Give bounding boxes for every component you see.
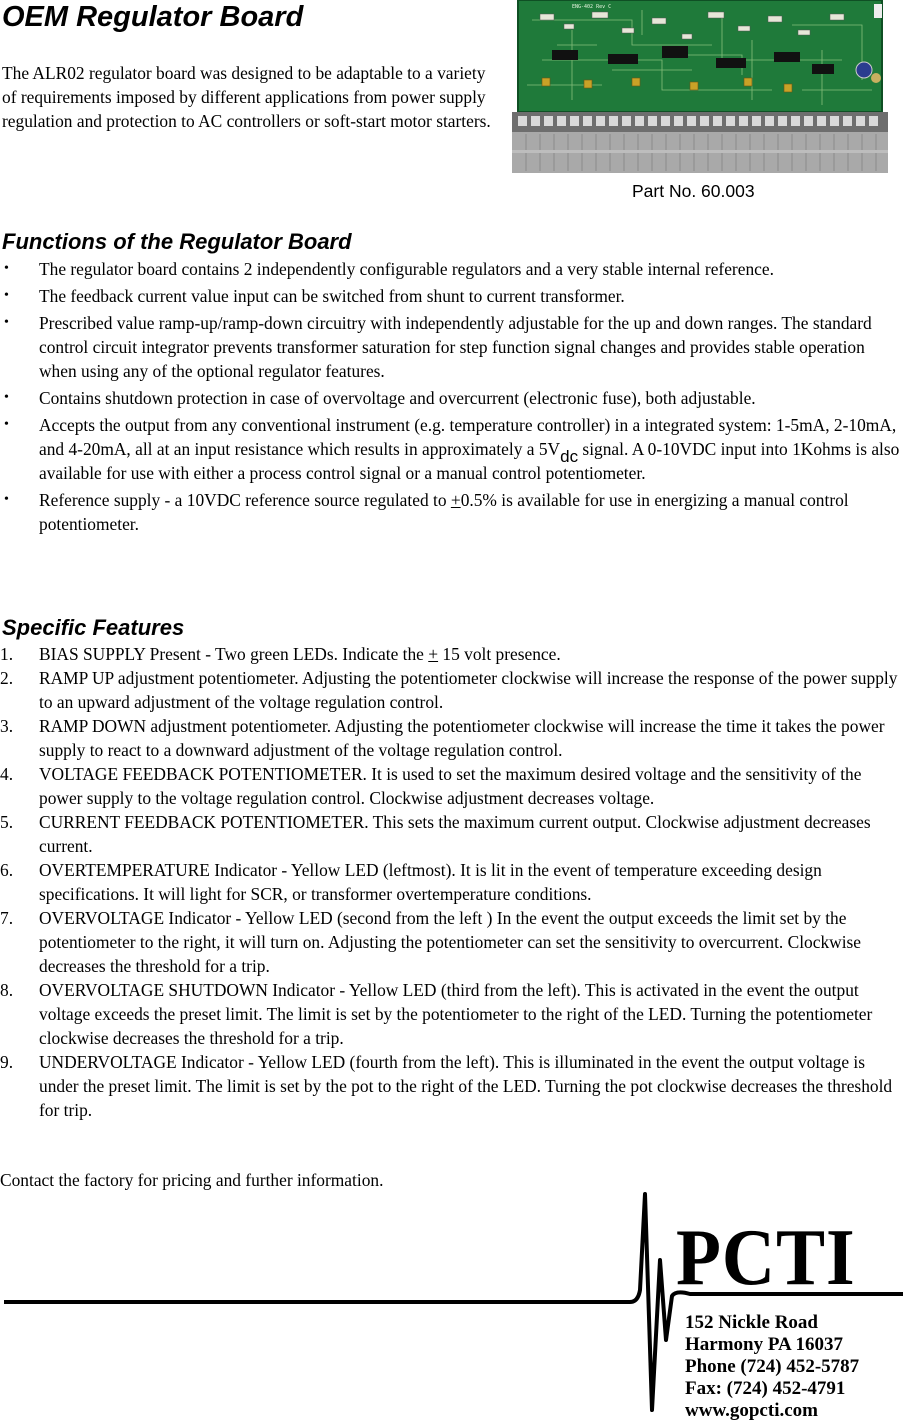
pcti-logo: PCTI [676, 1214, 856, 1302]
board-silkscreen-label: ENG-402 Rev C [572, 4, 612, 10]
feature-number: 5. [0, 812, 14, 832]
bullet-icon: • [4, 315, 9, 330]
list-item-text: signal. A 0-10VDC input into 1Kohms is also available for use with either a process control signal or a manual control potentiometer. [39, 439, 900, 483]
list-item [0, 257, 903, 281]
plus-minus-symbol: + [428, 644, 439, 664]
feature-text: OVERTEMPERATURE Indicator - Yellow LED (leftmost). It is lit in the event of temperature exceeding design specifications. It will light for SCR, or transformer overtemperature conditions. [39, 860, 822, 904]
regulator-board-photo [512, 0, 888, 173]
list-item [0, 488, 903, 536]
list-item [0, 386, 903, 410]
feature-item [0, 906, 903, 978]
subscript-dc: dc [560, 447, 579, 466]
feature-text: UNDERVOLTAGE Indicator - Yellow LED (fourth from the left). This is illuminated in the event the output voltage is under the preset limit. The limit is set by the pot to the right of the LED. Turning the pot clockwise decreases the threshold for trip. [39, 1052, 893, 1120]
intro-paragraph: The ALR02 regulator board was designed to be adaptable to a variety of requirements imposed by different applications from power supply regulation and protection to AC controllers or soft-start motor starters. [2, 63, 491, 131]
feature-text: VOLTAGE FEEDBACK POTENTIOMETER. It is used to set the maximum desired voltage and the sensitivity of the power supply to the voltage regulation control. Clockwise adjustment decreases voltage. [39, 764, 862, 808]
feature-item [0, 666, 903, 714]
feature-number: 4. [0, 764, 14, 784]
feature-number: 8. [0, 980, 14, 1000]
list-item-text: Reference supply - a 10VDC reference source regulated to [39, 490, 451, 510]
features-heading: Specific Features [2, 615, 185, 640]
list-item-text: Accepts the output from any conventional instrument (e.g. temperature controller) in a integrated system: 1-5mA, 2-10mA, and 4-20mA, all at an input resistance which results in approximately a 5V [39, 415, 897, 459]
list-item [0, 311, 903, 383]
feature-number: 2. [0, 668, 14, 688]
feature-text: RAMP UP adjustment potentiometer. Adjusting the potentiometer clockwise will increase the response of the power supply to an upward adjustment of the voltage regulation control. [39, 668, 898, 712]
bullet-icon: • [4, 261, 9, 276]
feature-text: RAMP DOWN adjustment potentiometer. Adjusting the potentiometer clockwise will increase the time it takes the power supply to react to a downward adjustment of the voltage regulation control. [39, 716, 885, 760]
feature-text: CURRENT FEEDBACK POTENTIOMETER. This sets the maximum current output. Clockwise adjustment decreases current. [39, 812, 871, 856]
feature-text: OVERVOLTAGE SHUTDOWN Indicator - Yellow LED (third from the left). This is activated in the event the output voltage exceeds the preset limit. The limit is set by the potentiometer to the right of the LED. Turning the potentiometer clockwise decreases the threshold for a trip. [39, 980, 873, 1048]
feature-item [0, 978, 903, 1050]
feature-number: 7. [0, 908, 14, 928]
feature-item [0, 762, 903, 810]
website-link[interactable]: www.gopcti.com [685, 1400, 818, 1421]
list-item-text: The feedback current value input can be switched from shunt to current transformer. [39, 286, 625, 306]
bullet-icon: • [4, 288, 9, 303]
functions-heading: Functions of the Regulator Board [2, 229, 352, 254]
feature-item [0, 1050, 903, 1122]
list-item [0, 413, 903, 485]
feature-text: OVERVOLTAGE Indicator - Yellow LED (second from the left ) In the event the output exceeds the limit set by the potentiometer to the right, it will turn on. Adjusting the potentiometer can set the sensitivity to overcurrent. Clockwise decreases the threshold for a trip. [39, 908, 862, 976]
list-item-text: Contains shutdown protection in case of overvoltage and overcurrent (electronic fuse), both adjustable. [39, 388, 756, 408]
list-item-text: Prescribed value ramp-up/ramp-down circuitry with independently adjustable for the up and down ranges. The standard control circuit integrator prevents transformer saturation for step function signal changes and provides stable operation when using any of the optional regulator features. [39, 313, 872, 381]
bullet-icon: • [4, 390, 9, 405]
feature-item [0, 714, 903, 762]
address-line: 152 Nickle Road [685, 1312, 818, 1333]
feature-item [0, 642, 903, 666]
functions-list [0, 257, 903, 539]
bullet-icon: • [4, 492, 9, 507]
bullet-icon: • [4, 417, 9, 432]
feature-text: BIAS SUPPLY Present - Two green LEDs. Indicate the [39, 644, 429, 664]
plus-minus-symbol: + [450, 490, 461, 510]
feature-item [0, 810, 903, 858]
list-item-text: The regulator board contains 2 independently configurable regulators and a very stable internal reference. [39, 259, 774, 279]
feature-number: 9. [0, 1052, 14, 1072]
feature-number: 1. [0, 644, 14, 664]
list-item [0, 284, 903, 308]
phone-line: Phone (724) 452-5787 [685, 1356, 860, 1377]
features-list [0, 642, 903, 1122]
company-address [685, 1312, 859, 1422]
feature-number: 3. [0, 716, 14, 736]
feature-text: 15 volt presence. [438, 644, 561, 664]
fax-line: Fax: (724) 452-4791 [685, 1378, 846, 1399]
list-item-text: 0.5% is available for use in energizing a manual control potentiometer. [39, 490, 849, 534]
part-number-caption: Part No. 60.003 [632, 181, 755, 201]
address-line: Harmony PA 16037 [685, 1334, 843, 1355]
feature-item [0, 858, 903, 906]
feature-number: 6. [0, 860, 14, 880]
contact-note: Contact the factory for pricing and further information. [0, 1170, 384, 1190]
page-title: OEM Regulator Board [2, 1, 304, 33]
